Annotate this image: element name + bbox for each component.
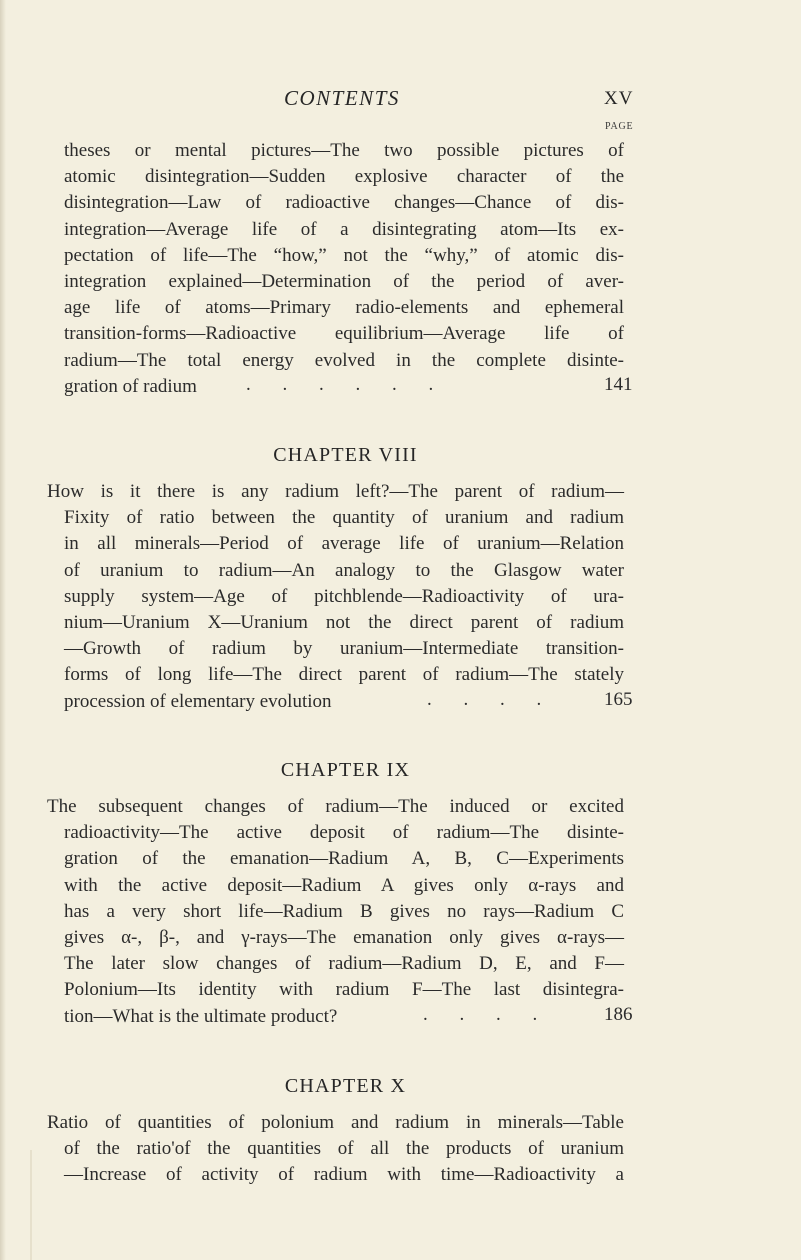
summary-line: How is it there is any radium left?—The parent of radium— (47, 481, 624, 502)
chapter-viii-summary (47, 479, 624, 715)
page-number: 186 (604, 1004, 633, 1025)
summary-line: Ratio of quantities of polonium and radium in minerals—Table (47, 1112, 624, 1133)
summary-line: tion—What is the ultimate product? (64, 1005, 338, 1027)
summary-line: with the active deposit—Radium A gives only α-rays and (64, 874, 624, 896)
summary-line: in all minerals—Period of average life of uranium—Relation (64, 533, 624, 555)
page-binding-shadow (30, 1150, 32, 1260)
chapter-heading: CHAPTER VIII (273, 444, 418, 466)
summary-line: has a very short life—Radium B gives no rays—Radium C (64, 900, 624, 922)
page-left-edge (0, 0, 6, 1260)
summary-line: transition-forms—Radioactive equilibrium—Average life of (64, 323, 624, 345)
page-number: 141 (604, 374, 633, 395)
summary-line: pectation of life—The “how,” not the “why,” of atomic dis- (64, 244, 624, 266)
summary-line: Fixity of ratio between the quantity of uranium and radium (64, 507, 624, 529)
summary-line: The later slow changes of radium—Radium D, E, and F— (64, 953, 624, 975)
summary-line: integration explained—Determination of the period of aver- (64, 271, 624, 293)
page-number: 165 (604, 689, 633, 710)
summary-line: integration—Average life of a disintegrating atom—Its ex- (64, 218, 624, 240)
summary-line: —Increase of activity of radium with time—Radioactivity a (64, 1164, 624, 1186)
chapter-heading: CHAPTER X (284, 1075, 407, 1097)
dot-leader: . . . . (427, 689, 542, 710)
page-column-label: PAGE (605, 121, 634, 132)
summary-line: gration of radium (64, 375, 197, 397)
summary-line: gration of the emanation—Radium A, B, C—Experiments (64, 848, 624, 870)
summary-line: procession of elementary evolution (64, 690, 332, 712)
summary-line: theses or mental pictures—The two possible pictures of (64, 140, 624, 161)
summary-line: The subsequent changes of radium—The induced or excited (47, 796, 624, 817)
summary-line: Polonium—Its identity with radium F—The last disintegra- (64, 979, 624, 1001)
summary-line: radioactivity—The active deposit of radium—The disinte- (64, 822, 624, 844)
summary-line: nium—Uranium X—Uranium not the direct parent of radium (64, 612, 624, 634)
summary-line: age life of atoms—Primary radio-elements and ephemeral (64, 297, 624, 319)
chapter-heading: CHAPTER IX (280, 759, 411, 781)
dot-leader: . . . . (423, 1004, 538, 1025)
summary-line: —Growth of radium by uranium—Intermediate transition- (64, 638, 624, 660)
summary-line: supply system—Age of pitchblende—Radioactivity of ura- (64, 585, 624, 607)
chapter-vii-summary (64, 138, 624, 400)
summary-line: atomic disintegration—Sudden explosive character of the (64, 166, 624, 188)
summary-line: radium—The total energy evolved in the complete disinte- (64, 349, 624, 371)
folio-page-number: XV (604, 88, 634, 109)
summary-line: of the ratio'of the quantities of all the products of uranium (64, 1138, 624, 1160)
summary-line: gives α-, β-, and γ-rays—The emanation only gives α-rays— (64, 927, 624, 949)
dot-leader: . . . . . . (246, 374, 434, 395)
summary-line: forms of long life—The direct parent of radium—The stately (64, 664, 624, 686)
chapter-x-summary (47, 1110, 624, 1189)
summary-line: disintegration—Law of radioactive changes—Chance of dis- (64, 192, 624, 214)
chapter-ix-summary (47, 794, 624, 1030)
running-title: CONTENTS (284, 86, 400, 110)
summary-line: of uranium to radium—An analogy to the Glasgow water (64, 559, 624, 581)
